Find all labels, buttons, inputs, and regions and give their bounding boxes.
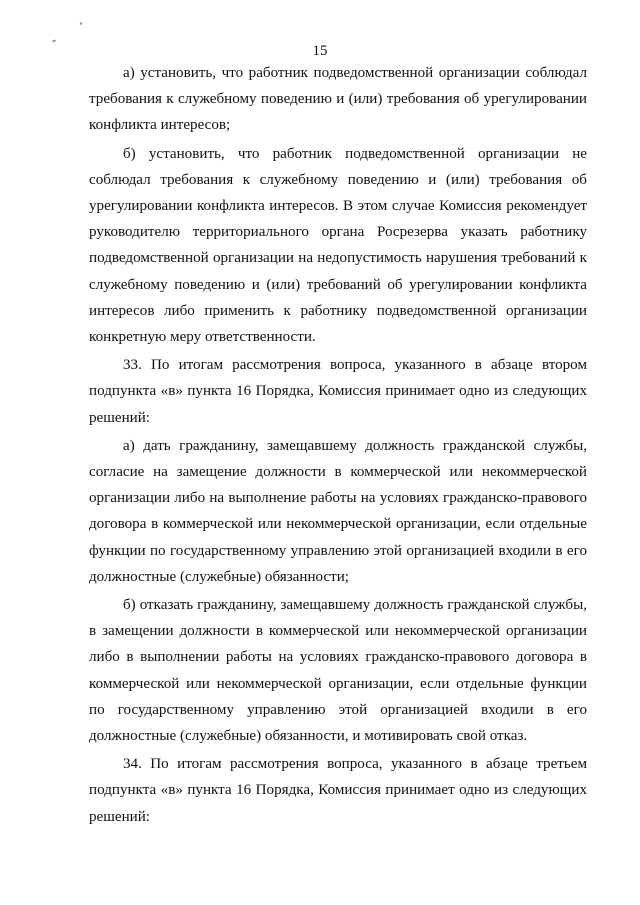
paragraph-33-intro: 33. По итогам рассмотрения вопроса, указанного в абзаце втором подпункта «в» пункта 16 Порядка, Комиссия принимает одно из следующих решений: [89,357,587,426]
document-body [89,60,587,830]
paragraph-34-intro: 34. По итогам рассмотрения вопроса, указанного в абзаце третьем подпункта «в» пункта 16 Порядка, Комиссия принимает одно из следующих решений: [89,756,587,825]
paragraph-33-b-refusal: б) отказать гражданину, замещавшему должность гражданской службы, в замещении должности в коммерческой или некоммерческой организации либо в выполнении работы на условиях гражданско-правового договора в коммерческой или некоммерческой организации, если отдельные функции по государственному управлению этой организацией входили в его должностные (служебные) обязанности, и мотивировать свой отказ. [89,597,587,745]
paragraph-33-a-consent: а) дать гражданину, замещавшему должность гражданской службы, согласие на замещение должности в коммерческой или некоммерческой организации либо на выполнение работы на условиях гражданско-правового договора в коммерческой или некоммерческой организации, если отдельные функции по государственному управлению этой организацией входили в его должностные (служебные) обязанности; [89,437,587,585]
page-number: 15 [312,43,328,59]
scan-speck [79,22,82,26]
paragraph-b-noncompliance: б) установить, что работник подведомственной организации не соблюдал требования к служебному поведению и (или) требования об урегулировании конфликта интересов. В этом случае Комиссия рекомендует руководителю территориального органа Росрезерва указать работнику подведомственной организации на недопустимость нарушения требований к служебному поведению и (или) требований об урегулировании конфликта интересов либо применить к работнику подведомственной организации конкретную меру ответственности. [89,145,587,346]
paragraph-a-compliance: а) установить, что работник подведомственной организации соблюдал требования к служебному поведению и (или) требования об урегулировании конфликта интересов; [89,65,587,134]
